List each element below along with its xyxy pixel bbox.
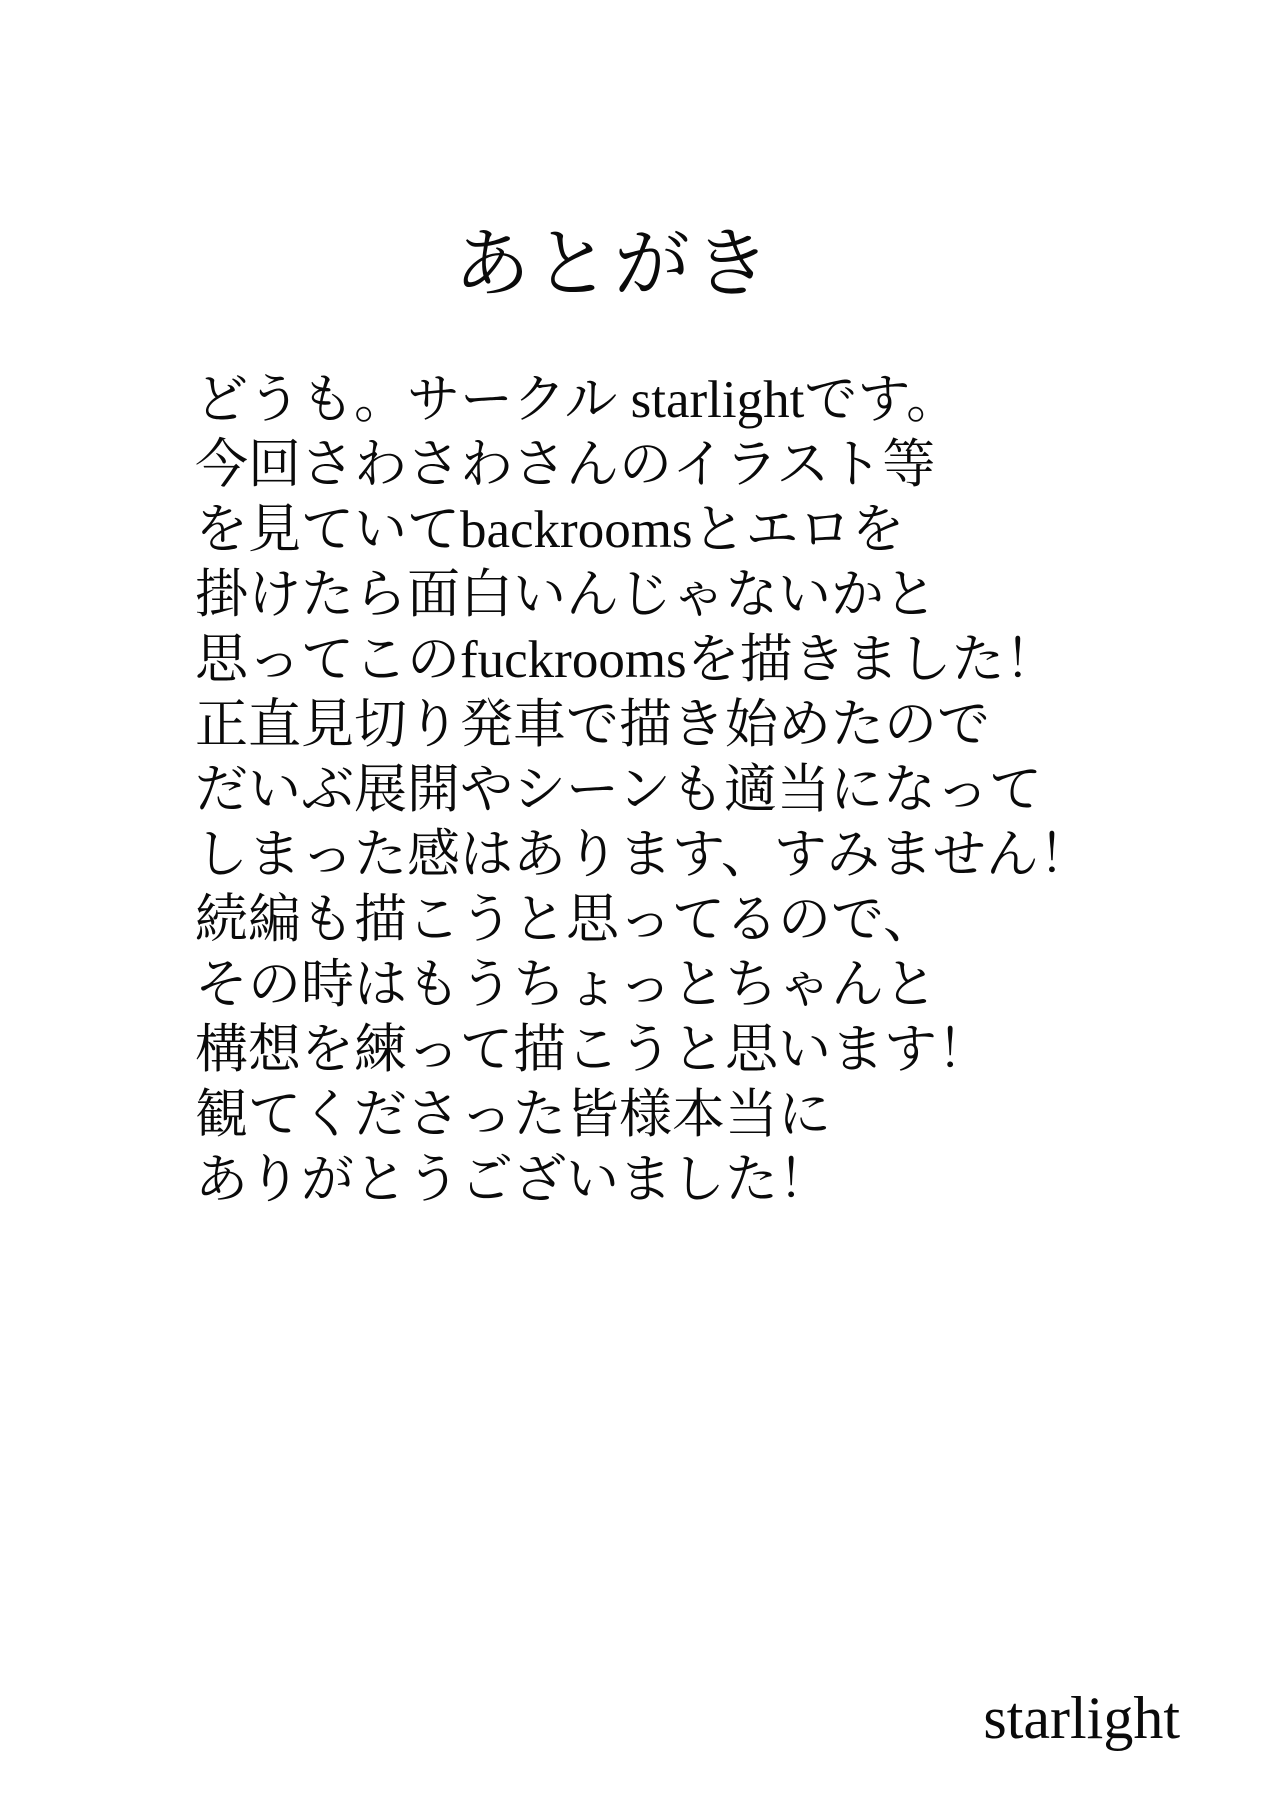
afterword-line: 思ってこのfuckroomsを描きました！ [195, 631, 1058, 689]
afterword-line: しまった感はあります、すみません！ [195, 826, 1092, 884]
afterword-line: 今回さわさわさんのイラスト等 [195, 436, 936, 494]
page-title: あとがき [454, 222, 774, 307]
afterword-line: どうも。サークル starlightです。 [195, 371, 960, 429]
afterword-line: だいぶ展開やシーンも適当になって [195, 761, 1042, 819]
afterword-line: 観てくださった皆様本当に [195, 1086, 831, 1144]
circle-signature: starlight [983, 1685, 1180, 1751]
afterword-line: 正直見切り発車で描き始めたので [195, 696, 990, 754]
afterword-line: 掛けたら面白いんじゃないかと [195, 566, 937, 624]
afterword-line: その時はもうちょっとちゃんと [195, 956, 937, 1014]
afterword-line: 構想を練って描こうと思います！ [195, 1021, 990, 1079]
afterword-line: 続編も描こうと思ってるので、 [195, 891, 936, 949]
afterword-line: を見ていてbackroomsとエロを [195, 501, 905, 559]
afterword-line: ありがとうございました！ [195, 1151, 831, 1209]
afterword-body [195, 368, 1195, 1213]
